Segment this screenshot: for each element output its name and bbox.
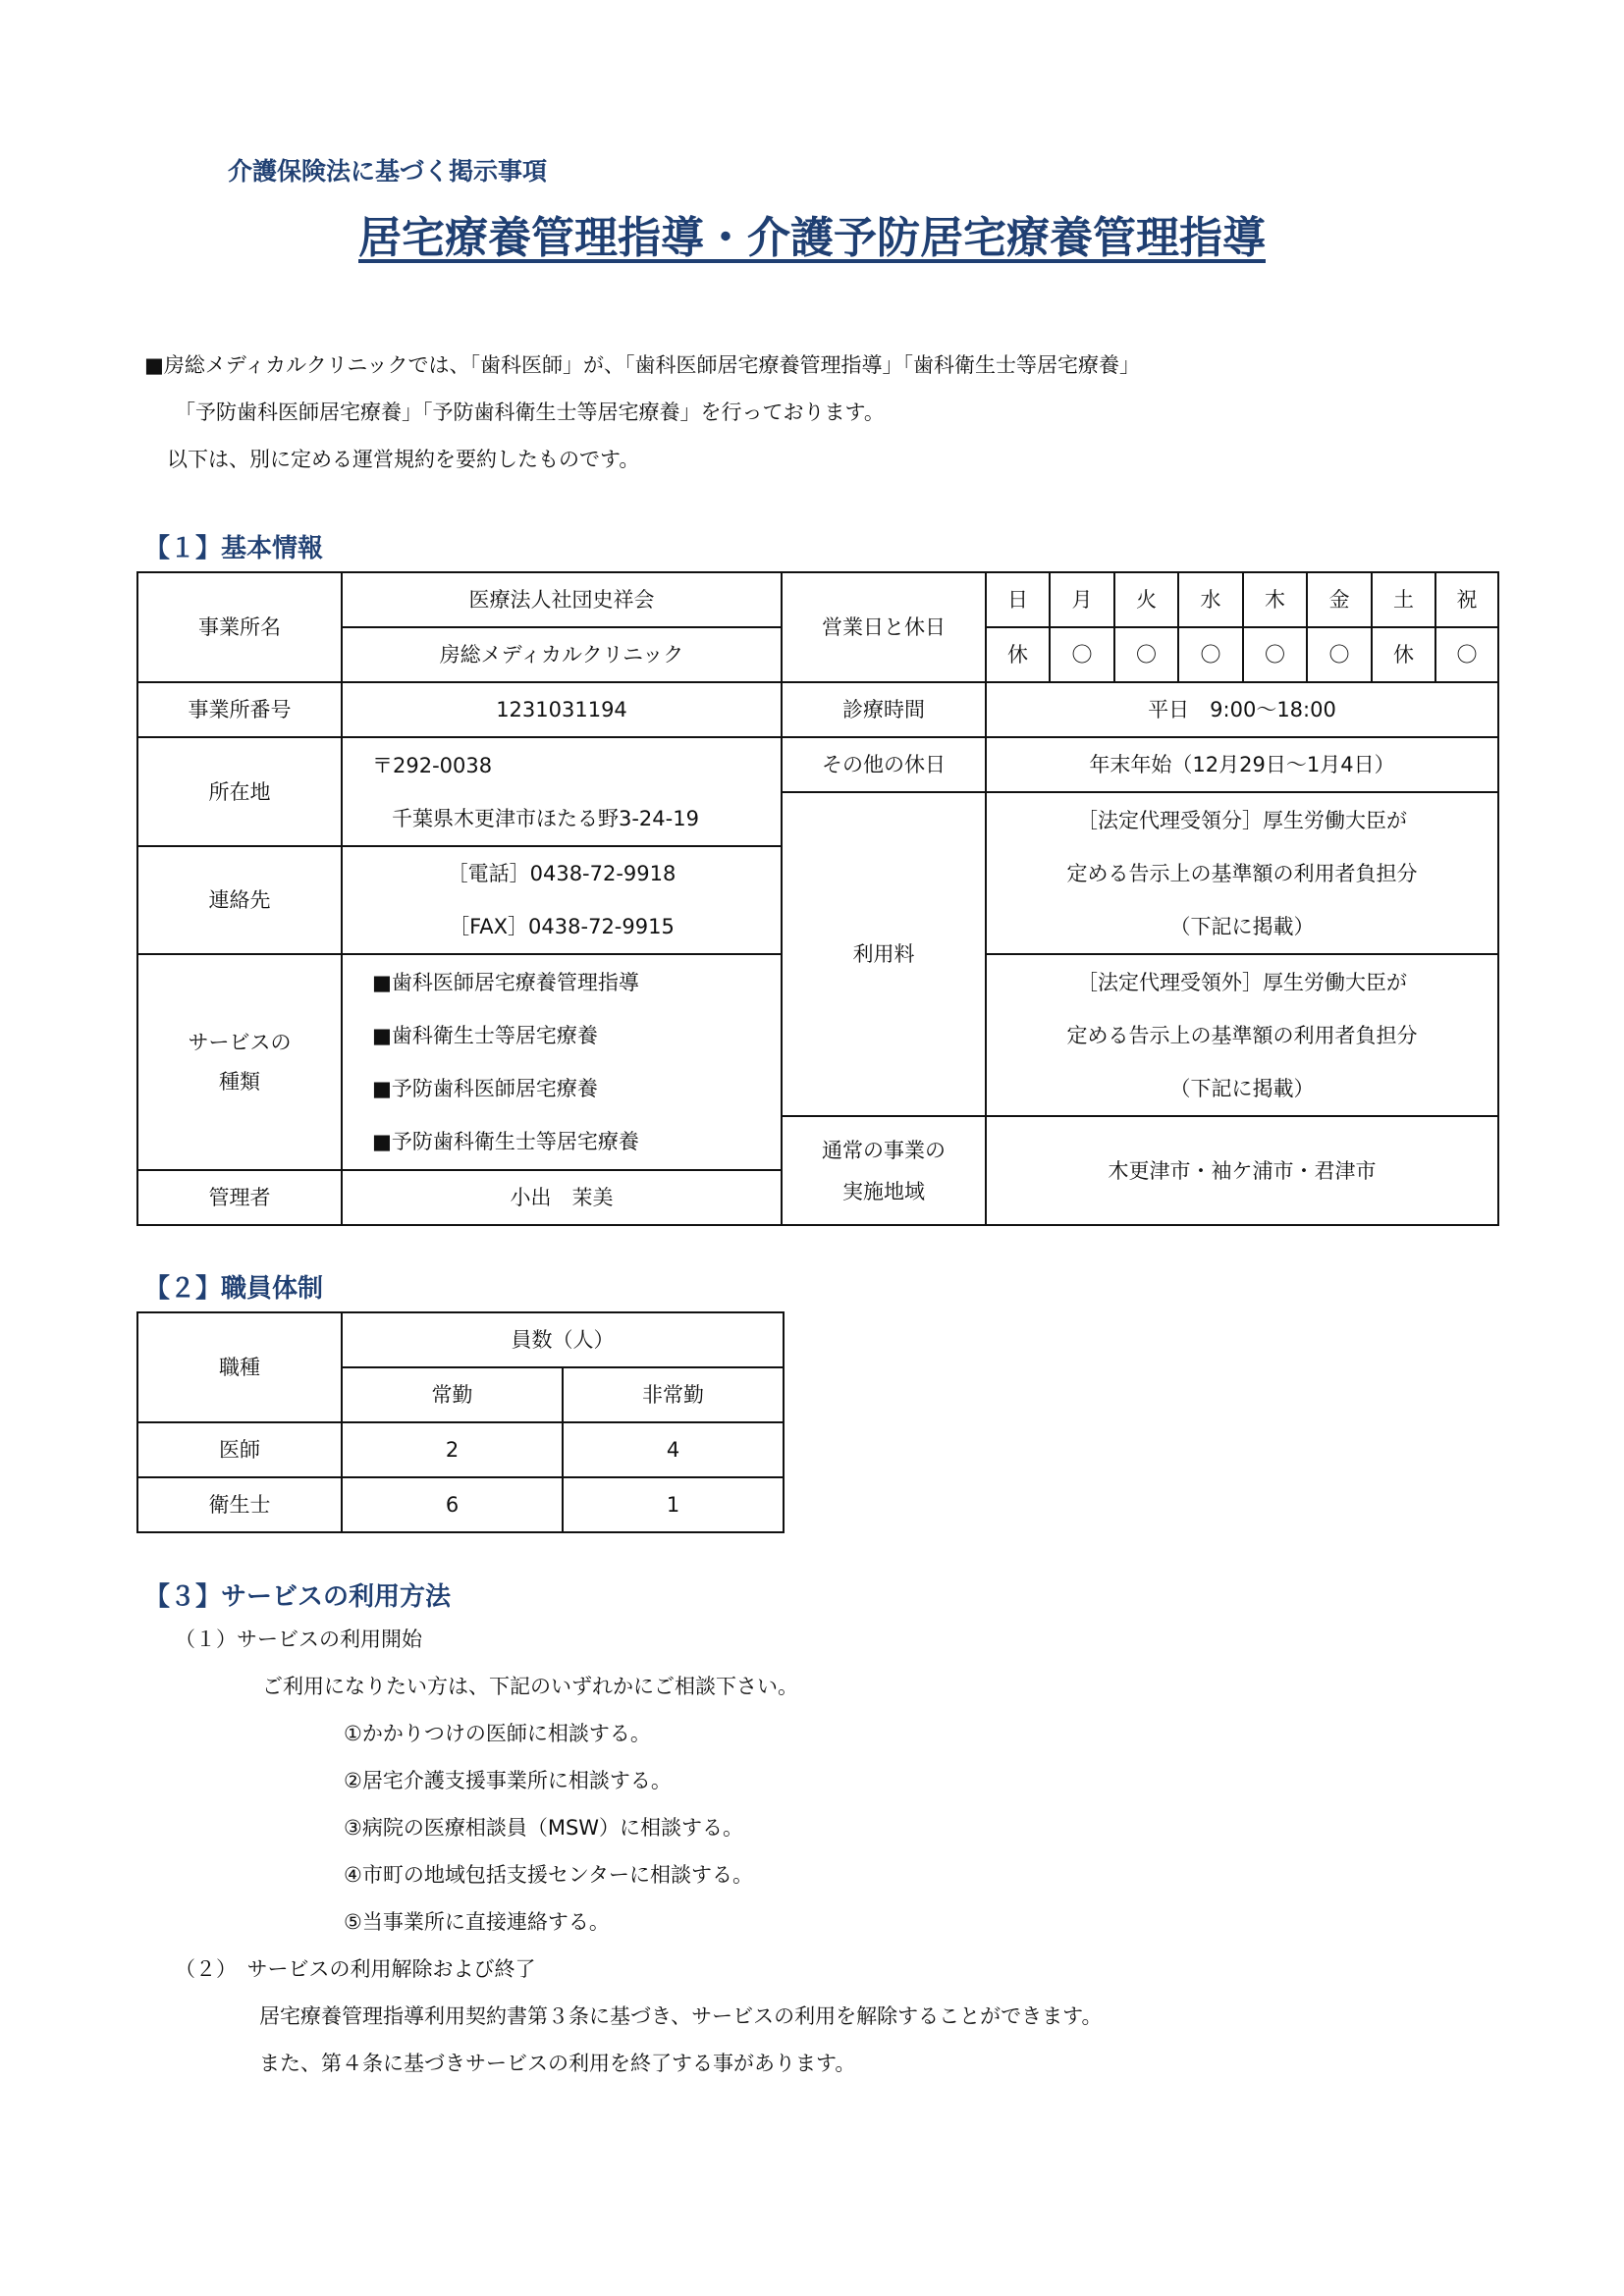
intro-line-1: ■房総メディカルクリニックでは、「歯科医師」が、「歯科医師居宅療養管理指導」「歯科衛生士等居宅療養」 — [144, 353, 1140, 377]
day-header: 土 — [1372, 572, 1435, 627]
area-label-line-1: 通常の事業の — [822, 1138, 946, 1162]
part-time-cell: 4 — [563, 1422, 784, 1477]
intro-line-3: 以下は、別に定める運営規約を要約したものです。 — [167, 448, 640, 471]
consult-option: ②居宅介護支援事業所に相談する。 — [344, 1769, 672, 1792]
day-status: 休 — [986, 627, 1050, 682]
street-address: 千葉県木更津市ほたる野3-24-19 — [392, 806, 699, 830]
office-number: 1231031194 — [342, 682, 782, 737]
fee-not-covered-line: 定める告示上の基準額の利用者負担分 — [1066, 1023, 1418, 1047]
fee-label: 利用料 — [782, 792, 986, 1116]
part-time-header: 非常勤 — [563, 1367, 784, 1422]
document-title: 居宅療養管理指導・介護予防居宅療養管理指導 — [358, 213, 1266, 263]
address-value — [342, 737, 782, 846]
staff-table — [136, 1311, 785, 1533]
service-area-value: 木更津市・袖ケ浦市・君津市 — [986, 1116, 1498, 1225]
usage-end-heading: （２） サービスの利用解除および終了 — [175, 1957, 536, 1981]
service-label-line-2: 種類 — [219, 1070, 260, 1094]
address-label: 所在地 — [137, 737, 342, 846]
day-header: 金 — [1307, 572, 1372, 627]
full-time-cell: 2 — [342, 1422, 563, 1477]
job-cell: 医師 — [137, 1422, 342, 1477]
full-time-cell: 6 — [342, 1477, 563, 1532]
fee-covered-line: ［法定代理受領分］厚生労働大臣が — [1077, 808, 1407, 832]
day-header: 日 — [986, 572, 1050, 627]
day-status: 〇 — [1178, 627, 1243, 682]
service-type-label — [137, 954, 342, 1170]
manager-label: 管理者 — [137, 1170, 342, 1225]
fee-covered-line: （下記に掲載） — [1169, 914, 1315, 938]
manager-value: 小出 茉美 — [342, 1170, 782, 1225]
intro-line-2: 「予防歯科医師居宅療養」「予防歯科衛生士等居宅療養」を行っております。 — [175, 400, 885, 424]
day-header: 祝 — [1435, 572, 1498, 627]
service-label-line-1: サービスの — [188, 1031, 292, 1054]
fee-covered — [986, 792, 1498, 954]
part-time-cell: 1 — [563, 1477, 784, 1532]
day-header: 木 — [1243, 572, 1307, 627]
fee-not-covered-line: ［法定代理受領外］厚生労働大臣が — [1077, 970, 1407, 994]
consult-option: ⑤当事業所に直接連絡する。 — [344, 1910, 610, 1934]
hours-label: 診療時間 — [782, 682, 986, 737]
office-number-label: 事業所番号 — [137, 682, 342, 737]
section-3-heading: 【３】サービスの利用方法 — [144, 1582, 452, 1612]
contact-value — [342, 846, 782, 954]
job-cell: 衛生士 — [137, 1477, 342, 1532]
job-header: 職種 — [137, 1312, 342, 1422]
day-status: 〇 — [1307, 627, 1372, 682]
office-name-label: 事業所名 — [137, 572, 342, 682]
document-subtitle: 介護保険法に基づく掲示事項 — [228, 157, 548, 186]
service-area-label — [782, 1116, 986, 1225]
fee-not-covered-line: （下記に掲載） — [1169, 1076, 1315, 1100]
day-status: 〇 — [1243, 627, 1307, 682]
day-header: 月 — [1050, 572, 1114, 627]
usage-end-text-1: 居宅療養管理指導利用契約書第３条に基づき、サービスの利用を解除することができます。 — [259, 2004, 1103, 2028]
day-header: 火 — [1114, 572, 1178, 627]
service-item: ■予防歯科衛生士等居宅療養 — [372, 1130, 639, 1153]
contact-label: 連絡先 — [137, 846, 342, 954]
area-label-line-2: 実施地域 — [842, 1179, 925, 1203]
full-time-header: 常勤 — [342, 1367, 563, 1422]
other-holiday-value: 年末年始（12月29日〜1月4日） — [986, 737, 1498, 792]
count-header: 員数（人） — [342, 1312, 784, 1367]
usage-start-text: ご利用になりたい方は、下記のいずれかにご相談下さい。 — [262, 1675, 798, 1698]
office-name-line-1: 医療法人社団史祥会 — [342, 572, 782, 627]
usage-end-text-2: また、第４条に基づきサービスの利用を終了する事があります。 — [259, 2052, 856, 2075]
other-holiday-label: その他の休日 — [782, 737, 986, 792]
fee-not-covered — [986, 954, 1498, 1116]
hours-value: 平日 9:00〜18:00 — [986, 682, 1498, 737]
day-status: 〇 — [1050, 627, 1114, 682]
day-status: 休 — [1372, 627, 1435, 682]
days-label: 営業日と休日 — [782, 572, 986, 682]
consult-option: ③病院の医療相談員（MSW）に相談する。 — [344, 1816, 744, 1840]
service-item: ■歯科衛生士等居宅療養 — [372, 1024, 598, 1047]
section-1-heading: 【１】基本情報 — [144, 534, 324, 563]
postal-code: 〒292-0038 — [372, 753, 493, 777]
service-item: ■予防歯科医師居宅療養 — [372, 1077, 598, 1100]
service-item: ■歯科医師居宅療養管理指導 — [372, 971, 639, 994]
day-header: 水 — [1178, 572, 1243, 627]
day-status: 〇 — [1114, 627, 1178, 682]
contact-fax: ［FAX］0438-72-9915 — [449, 915, 675, 938]
section-2-heading: 【２】職員体制 — [144, 1274, 324, 1304]
usage-start-heading: （１）サービスの利用開始 — [175, 1628, 422, 1651]
service-list — [342, 954, 782, 1170]
basic-info-table — [136, 571, 1499, 1226]
contact-phone: ［電話］0438-72-9918 — [447, 862, 677, 885]
day-status: 〇 — [1435, 627, 1498, 682]
fee-covered-line: 定める告示上の基準額の利用者負担分 — [1066, 861, 1418, 885]
consult-option: ①かかりつけの医師に相談する。 — [344, 1722, 651, 1745]
consult-option: ④市町の地域包括支援センターに相談する。 — [344, 1863, 753, 1887]
office-name-line-2: 房総メディカルクリニック — [342, 627, 782, 682]
